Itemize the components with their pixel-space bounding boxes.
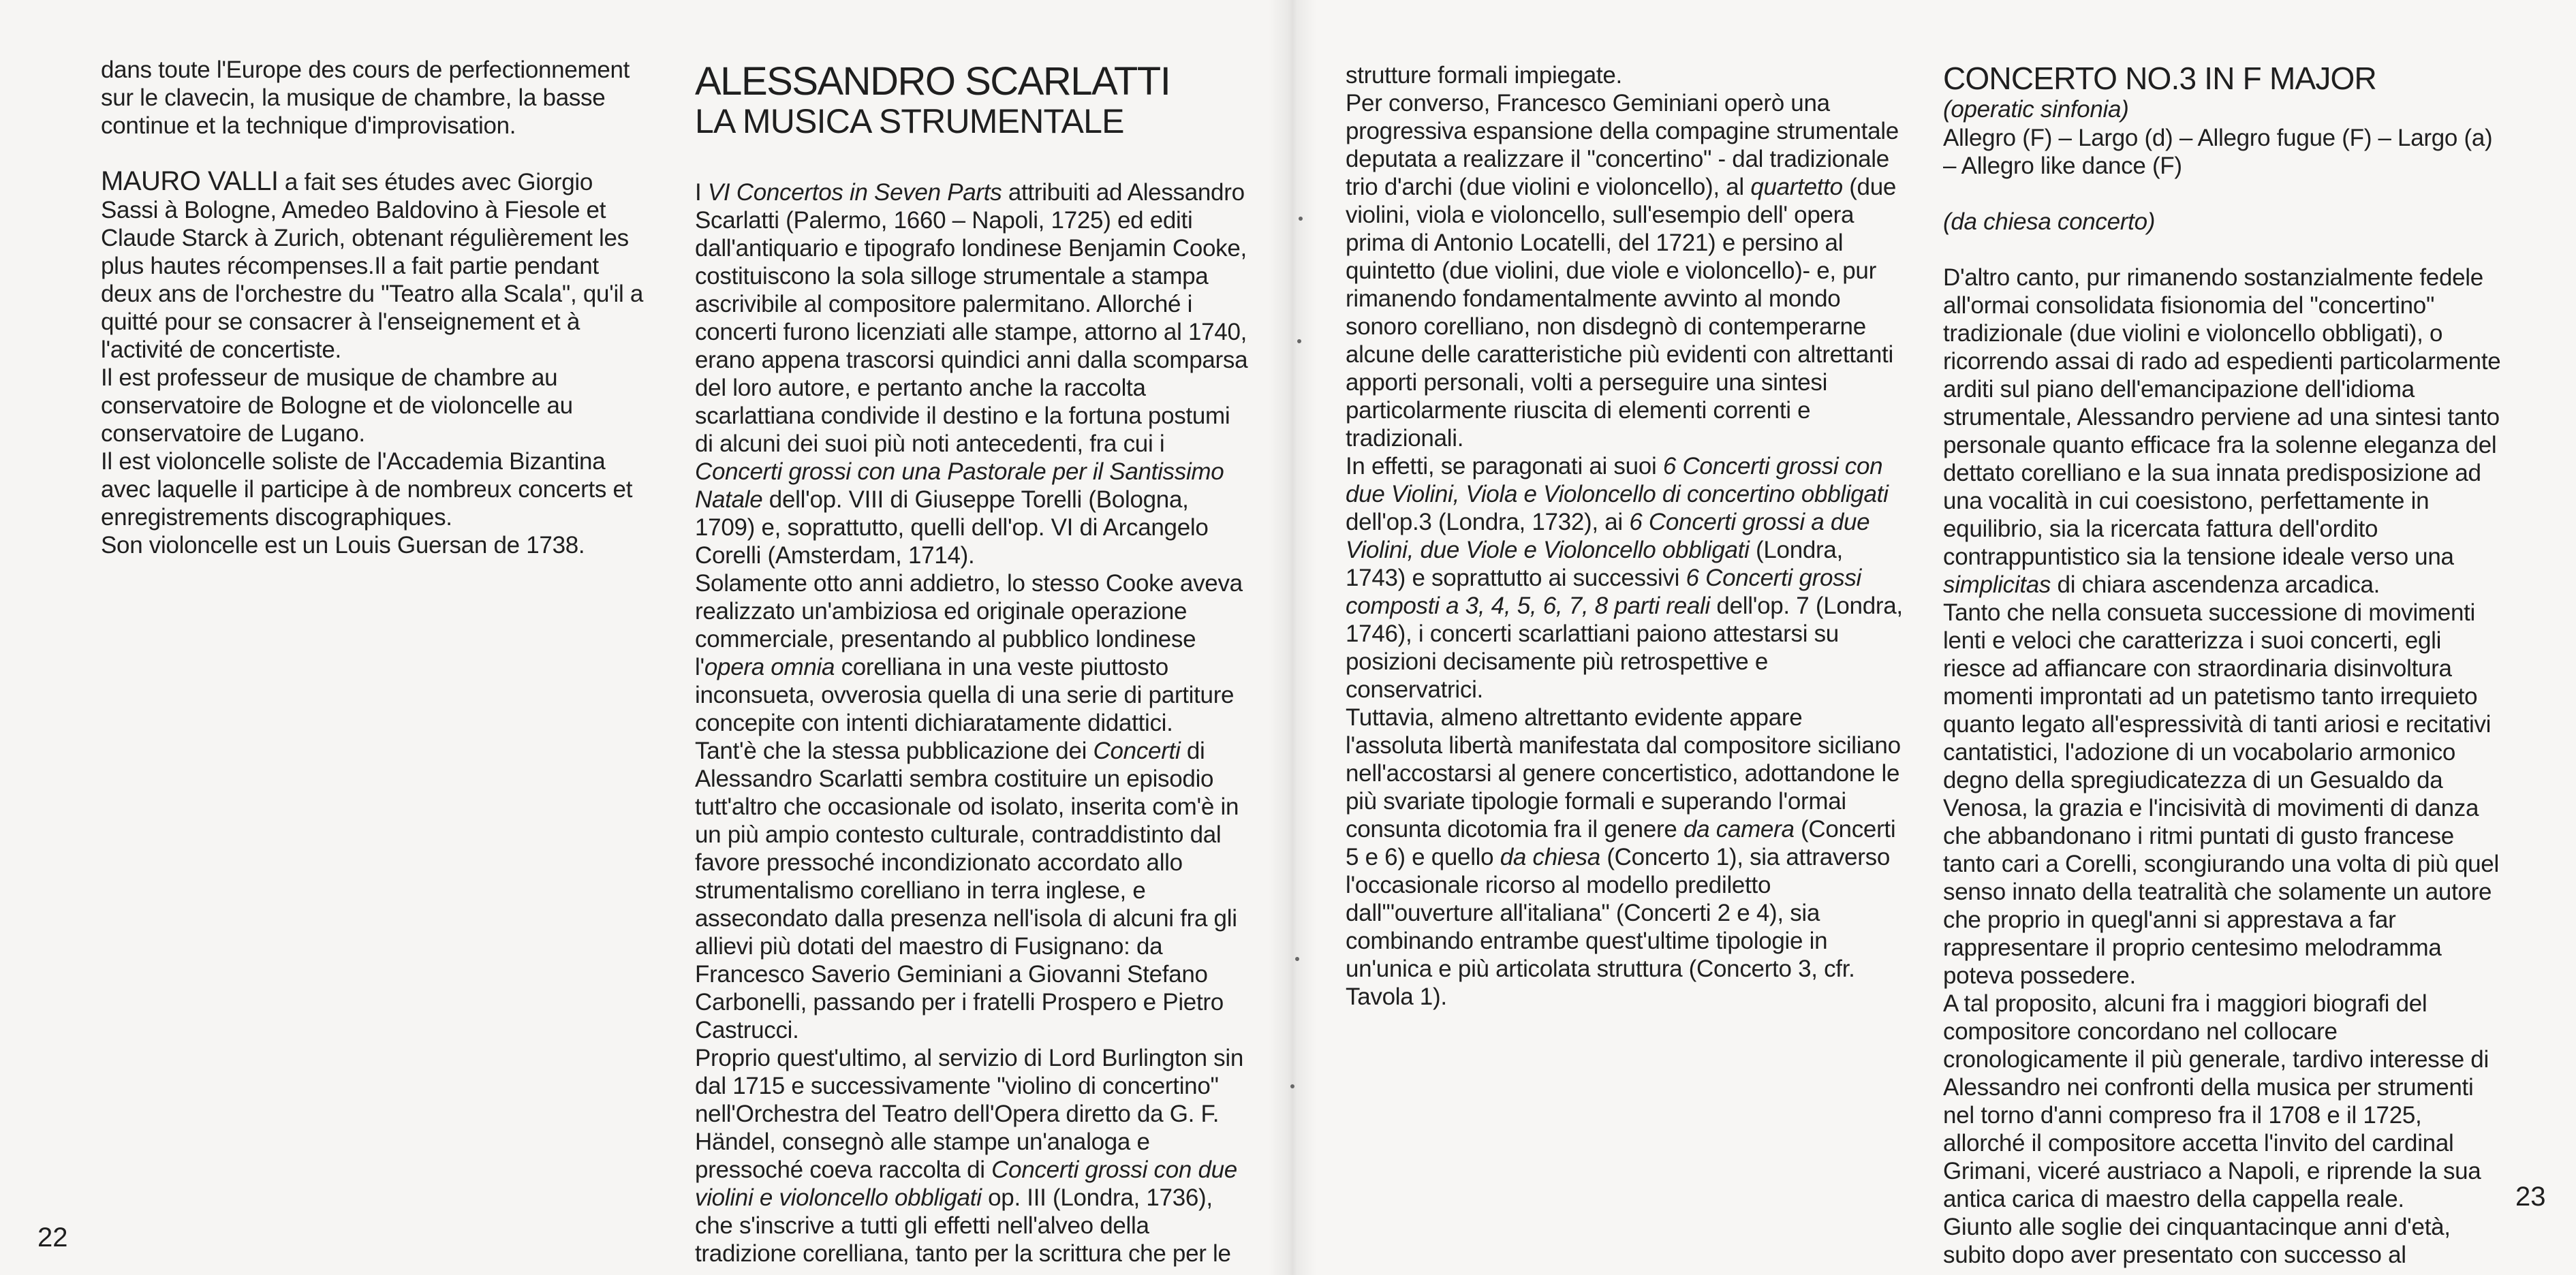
italic-title: VI Concertos in Seven Parts [707,179,1002,206]
article-column [695,61,1254,1268]
right-page [1289,0,2576,1275]
print-speck [1295,957,1299,961]
text-run: I [695,179,708,206]
continuation-paragraph-3 [1346,704,1904,1011]
italic-title: 6 Concerti grossi composti a 3, 4, 5, 6, 7, 8 parti reali [1346,565,1862,619]
article-paragraph-2 [695,569,1254,737]
page-number-left: 22 [37,1223,68,1253]
text-run: Proprio quest'ultimo, al servizio di Lord Burlington sin dal 1715 e successivamente "violino di concertino" nell'Orchestra del Teatro dell'Opera diretto da G. F. Händel, consegnò alle stampe un'analoga e pressoché coeva raccolta di [695,1045,1243,1183]
bio-paragraph-3: Il est violoncelle soliste de l'Accademia Bizantina avec laquelle il participe à de nombreux concerts et enregistrements discographiques. [101,448,633,531]
text-run: Solamente otto anni addietro, lo stesso Cooke aveva realizzato un'ambiziosa ed originale operazione commerciale, presentando al pubblico londinese l' [695,570,1243,680]
text-run: dell'op.3 (Londra, 1732), ai [1346,509,1630,535]
italic-title: Concerti [1093,738,1181,764]
text-run: Tant'è che la stessa pubblicazione dei [695,738,1093,764]
text-run: (Londra, 1743) e soprattutto ai successivi [1346,537,1843,591]
article-paragraph-3 [695,737,1254,1044]
text-run: (due violini, viola e violoncello, sull'esempio dell' opera prima di Antonio Locatelli, del 1721) e persino al quintetto (due violini, due viole e violoncello)- e, pur rimanendo fondamentalmente avvinto al mondo sonoro corelliano, non disdegnò di contemperarne alcune delle caratteristiche più evidenti con altrettanti apporti personali, volti a perseguire una sintesi particolarmente riuscita di elementi correnti e tradizionali. [1346,174,1897,452]
text-run: (Concerti 5 e 6) e quello [1346,816,1896,870]
page-number-right: 23 [2515,1182,2546,1212]
italic-term: quartetto [1750,174,1843,200]
chiesa-label: (da chiesa concerto) [1943,208,2156,235]
text-run: D'altro canto, pur rimanendo sostanzialmente fedele all'ormai consolidata fisionomia del "concertino" tradizionale (due violini e violoncello obbligati), o ricorrendo assai di rado ad espedienti particolarmente arditi sul piano dell'emancipazione dell'idioma strumentale, Alessandro perviene ad una sintesi tanto personale quanto efficace fra la solenne eleganza del dettato corelliano e la sua innata predisposizione ad una vocalità in cui coesistono, perfettamente in equilibrio, sia la ricercata fattura dell'ordito contrappuntistico sia la tensione ideale verso una [1943,264,2501,570]
continuation-line: strutture formali impiegate. [1346,62,1622,89]
concerto-column [1943,61,2509,1269]
biography-column [101,56,646,559]
print-speck [1297,339,1301,343]
concerto-subtitle: (operatic sinfonia) [1943,96,2129,123]
text-run: dell'op. 7 (Londra, 1746), i concerti scarlattiani paiono attestarsi su posizioni decisamente più retrospettive e conservatrici. [1346,593,1903,703]
text-run: di chiara ascendenza arcadica. [2051,571,2380,598]
movement-list: Allegro (F) – Largo (d) – Allegro fugue (F) – Largo (a) – Allegro like dance (F) [1943,125,2493,179]
concerto-paragraph-3: A tal proposito, alcuni fra i maggiori biografi del compositore concordano nel collocare cronologicamente il più generale, tardivo interesse di Alessandro nei confronti della musica per strumenti nel torno d'anni compreso fra il 1708 e il 1725, allorché il compositore accetta l'invito del cardinal Grimani, viceré austriaco a Napoli, e riprende la sua antica carica di maestro della cappella reale. [1943,990,2489,1212]
bio-paragraph-4: Son violoncelle est un Louis Guersan de 1738. [101,532,585,558]
bio-text: a fait ses études avec Giorgio Sassi à Bologne, Amedeo Baldovino à Fiesole et Claude Starck à Zurich, obtenant régulièrement les plus hautes récompenses.Il a fait partie pendant deux ans de l'orchestre du "Teatro alla Scala", qu'il a quitté pour se consacrer à l'enseignement et à l'activité de concertiste. [101,169,644,363]
article-paragraph-1 [695,178,1254,569]
italic-title: Concerti grossi con una Pastorale per il Santissimo Natale [695,458,1224,513]
bio-intro: dans toute l'Europe des cours de perfectionnement sur le clavecin, la musique de chambre, la basse continue et la technique d'improvisation. [101,57,630,139]
concerto-title: CONCERTO NO.3 IN F MAJOR [1943,61,2376,96]
italic-title: 6 Concerti grossi con due Violini, Viola e Violoncello di concertino obbligati [1346,453,1889,507]
text-run: Tuttavia, almeno altrettanto evidente appare l'assoluta libertà manifestata dal compositore siciliano nell'accostarsi al genere concertistico, adottandone le più svariate tipologie formali e superando l'ormai consunta dicotomia fra il genere [1346,704,1901,843]
concerto-paragraph-4: Giunto alle soglie dei cinquantacinque anni d'età, subito dopo aver presentato con successo al [1943,1214,2451,1268]
print-speck [1290,1084,1294,1088]
text-run: op. III (Londra, 1736), che s'inscrive a tutti gli effetti nell'alveo della tradizione corelliana, tanto per la scrittura che per le [695,1184,1231,1267]
continuation-column [1346,61,1904,1011]
text-run: dell'op. VIII di Giuseppe Torelli (Bologna, 1709) e, soprattutto, quelli dell'op. VI di Arcangelo Corelli (Amsterdam, 1714). [695,486,1209,569]
text-run: attribuiti ad Alessandro Scarlatti (Palermo, 1660 – Napoli, 1725) ed editi dall'antiquario e tipografo londinese Benjamin Cooke, costituiscono la sola silloge strumentale a stampa ascrivibile al compositore palermitano. Allorché i concerti furono licenziati alle stampe, attorno al 1740, erano appena trascorsi quindici anni dalla scomparsa del loro autore, e pertanto anche la raccolta scarlattiana condivide il destino e la fortuna postumi di alcuni dei suoi più noti antecedenti, fra cui i [695,179,1248,457]
bio-paragraph-2: Il est professeur de musique de chambre au conservatoire de Bologne et de violoncelle au conservatoire de Lugano. [101,364,573,447]
text-run: (Concerto 1), sia attraverso l'occasionale ricorso al modello prediletto dall'"ouverture all'italiana" (Concerti 2 e 4), sia combinando entrambe quest'ultime tipologie in un'unica e più articolata struttura (Concerto 3, cfr. Tavola 1). [1346,844,1890,1010]
article-title: ALESSANDRO SCARLATTI [695,59,1170,104]
text-run: In effetti, se paragonati ai suoi [1346,453,1663,479]
text-run: Per converso, Francesco Geminiani operò una progressiva espansione della compagine strumentale deputata a realizzare il "concertino" - dal tradizionale trio d'archi (due violini e violoncello), al [1346,90,1899,200]
article-subtitle: LA MUSICA STRUMENTALE [695,102,1124,140]
musician-name: MAURO VALLI [101,166,279,196]
italic-term: da chiesa [1500,844,1600,870]
continuation-paragraph-2 [1346,452,1904,704]
concerto-paragraph-2: Tanto che nella consueta successione di movimenti lenti e veloci che caratterizza i suoi concerti, egli riesce ad affiancare con straordinaria disinvoltura momenti improntati ad un patetismo tanto irrequieto quanto legato all'espressività di tanti ariosi e recitativi cantatistici, l'adozione di un vocabolario armonico degno della spregiudicatezza di un Gesualdo da Venosa, la grazia e l'incisività di movimenti di danza che abbandonano i ritmi puntati di gusto francese tanto cari a Corelli, scongiurando una volta di più quel senso innato della teatralità che solamente un autore che proprio in quegl'anni si apprestava a far rappresentare il proprio centesimo melodramma poteva possedere. [1943,599,2499,989]
article-paragraph-4 [695,1044,1254,1268]
print-speck [1299,217,1303,221]
italic-title: 6 Concerti grossi a due Violini, due Viole e Violoncello obbligati [1346,509,1870,563]
text-run: di Alessandro Scarlatti sembra costituire un episodio tutt'altro che occasionale od isolato, inserita com'è in un più ampio contesto culturale, contraddistinto dal favore pressoché incondizionato accordato allo strumentalismo corelliano in terra inglese, e assecondato dalla presenza nell'isola di alcuni fra gli allievi più dotati del maestro di Fusignano: da Francesco Saverio Geminiani a Giovanni Stefano Carbonelli, passando per i fratelli Prospero e Pietro Castrucci. [695,738,1239,1043]
italic-term: simplicitas [1943,571,2051,598]
italic-title: Concerti grossi con due violini e violoncello obbligati [695,1156,1237,1211]
continuation-paragraph-1 [1346,89,1904,452]
italic-title: opera omnia [704,654,835,680]
concerto-paragraph-1 [1943,264,2509,599]
italic-term: da camera [1683,816,1795,843]
text-run: corelliana in una veste piuttosto inconsueta, ovverosia quella di una serie di partiture concepite con intenti dichiaratamente didattici. [695,654,1235,736]
bio-paragraph [101,168,646,364]
